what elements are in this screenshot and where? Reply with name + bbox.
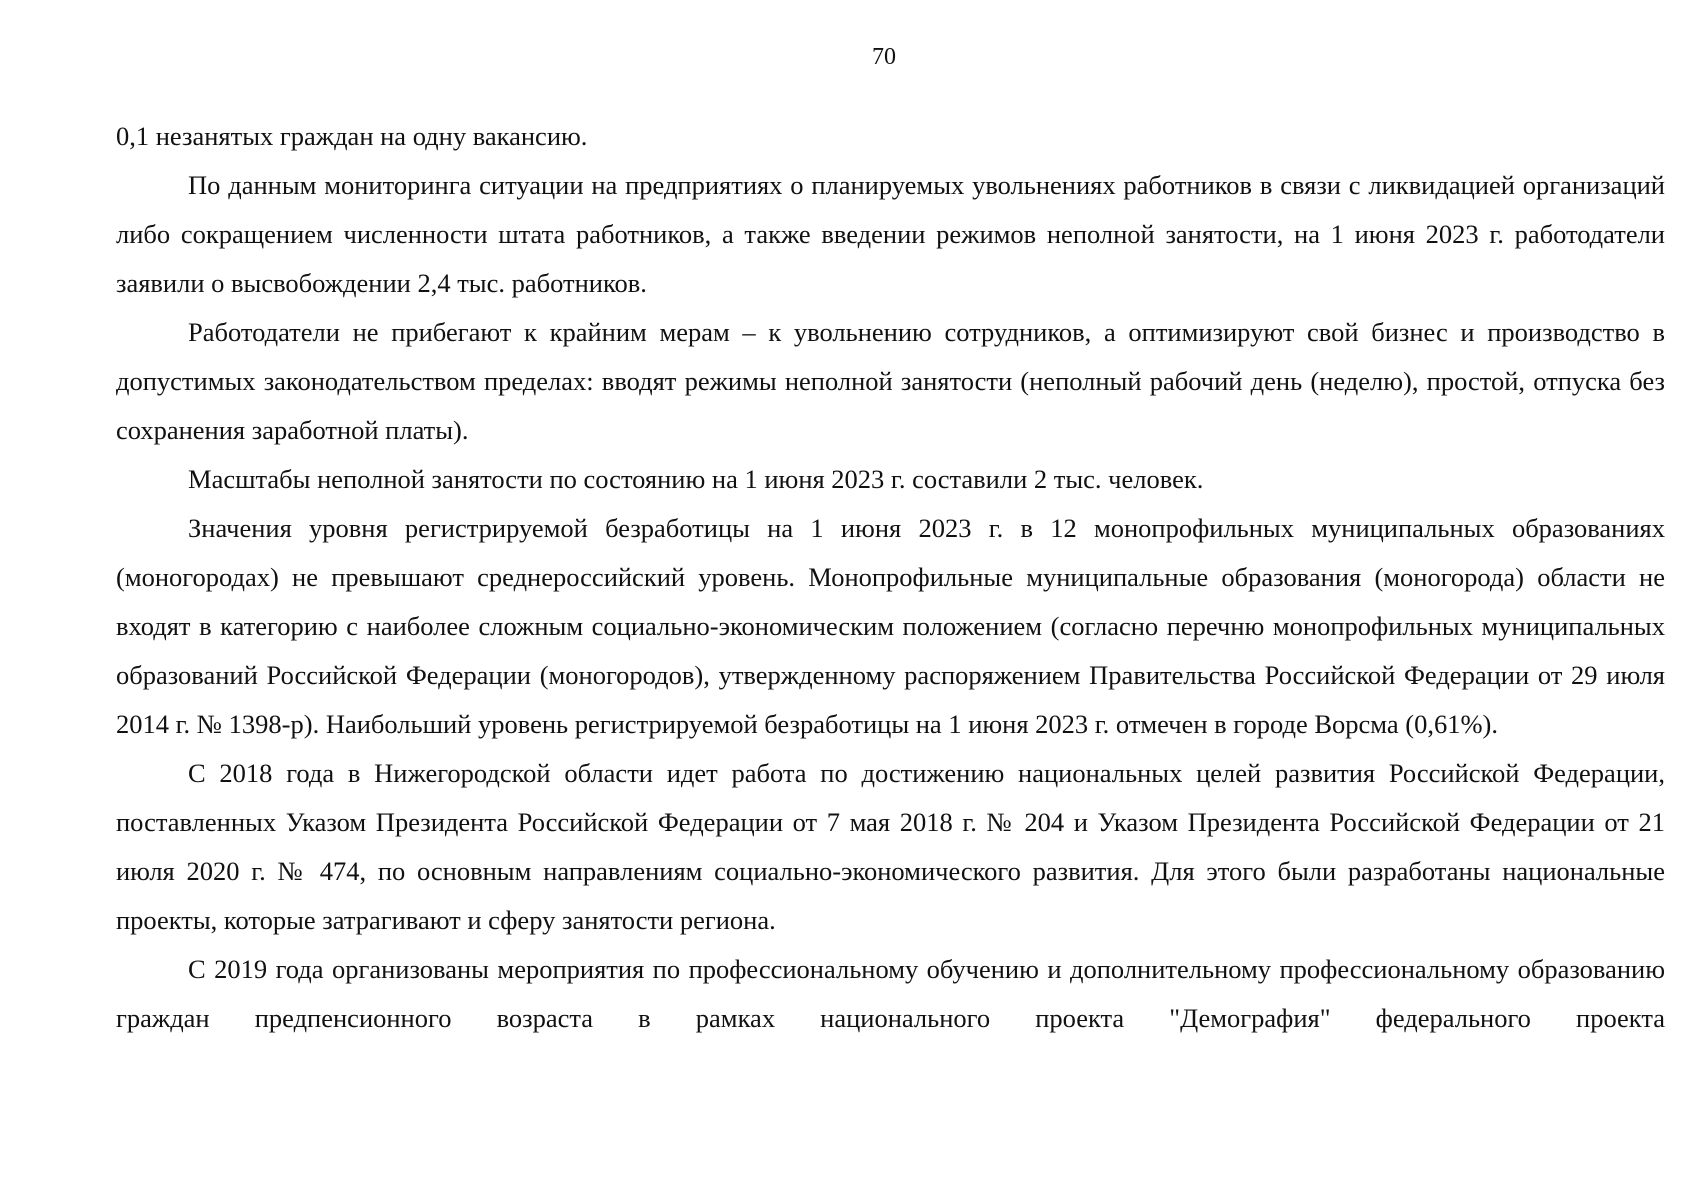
paragraph-5: Значения уровня регистрируемой безработицы на 1 июня 2023 г. в 12 монопрофильных муниципальных образованиях (моногородах) не превышают среднероссийский уровень. Монопрофильные муниципальные образования (моногорода) области не входят в категорию с наиболее сложным социально-экономическим положением (согласно перечню монопрофильных муниципальных образований Российской Федерации (моногородов), утвержденному распоряжением Правительства Российской Федерации от 29 июля 2014 г. № 1398-р). Наибольший уровень регистрируемой безработицы на 1 июня 2023 г. отмечен в городе Ворсма (0,61%). [116,513,1665,739]
paragraph-2: По данным мониторинга ситуации на предприятиях о планируемых увольнениях работников в связи с ликвидацией организаций либо сокращением численности штата работников, а также введении режимов неполной занятости, на 1 июня 2023 г. работодатели заявили о высвобождении 2,4 тыс. работников. [116,170,1665,298]
paragraph-4: Масштабы неполной занятости по состоянию на 1 июня 2023 г. составили 2 тыс. человек. [188,464,1204,494]
page-number: 70 [872,44,896,70]
paragraph-3: Работодатели не прибегают к крайним мерам – к увольнению сотрудников, а оптимизируют свой бизнес и производство в допустимых законодательством пределах: вводят режимы неполной занятости (неполный рабочий день (неделю), простой, отпуска без сохранения заработной платы). [116,317,1665,445]
paragraph-7: С 2019 года организованы мероприятия по профессиональному обучению и дополнительному профессиональному образованию граждан предпенсионного возраста в рамках национального проекта "Демография" федерального проекта [116,954,1665,1033]
paragraph-6: С 2018 года в Нижегородской области идет работа по достижению национальных целей развития Российской Федерации, поставленных Указом Президента Российской Федерации от 7 мая 2018 г. № 204 и Указом Президента Российской Федерации от 21 июля 2020 г. № 474, по основным направлениям социально-экономического развития. Для этого были разработаны национальные проекты, которые затрагивают и сферу занятости региона. [116,758,1665,935]
body-text [116,112,1665,1043]
paragraph-1: 0,1 незанятых граждан на одну вакансию. [116,121,588,151]
